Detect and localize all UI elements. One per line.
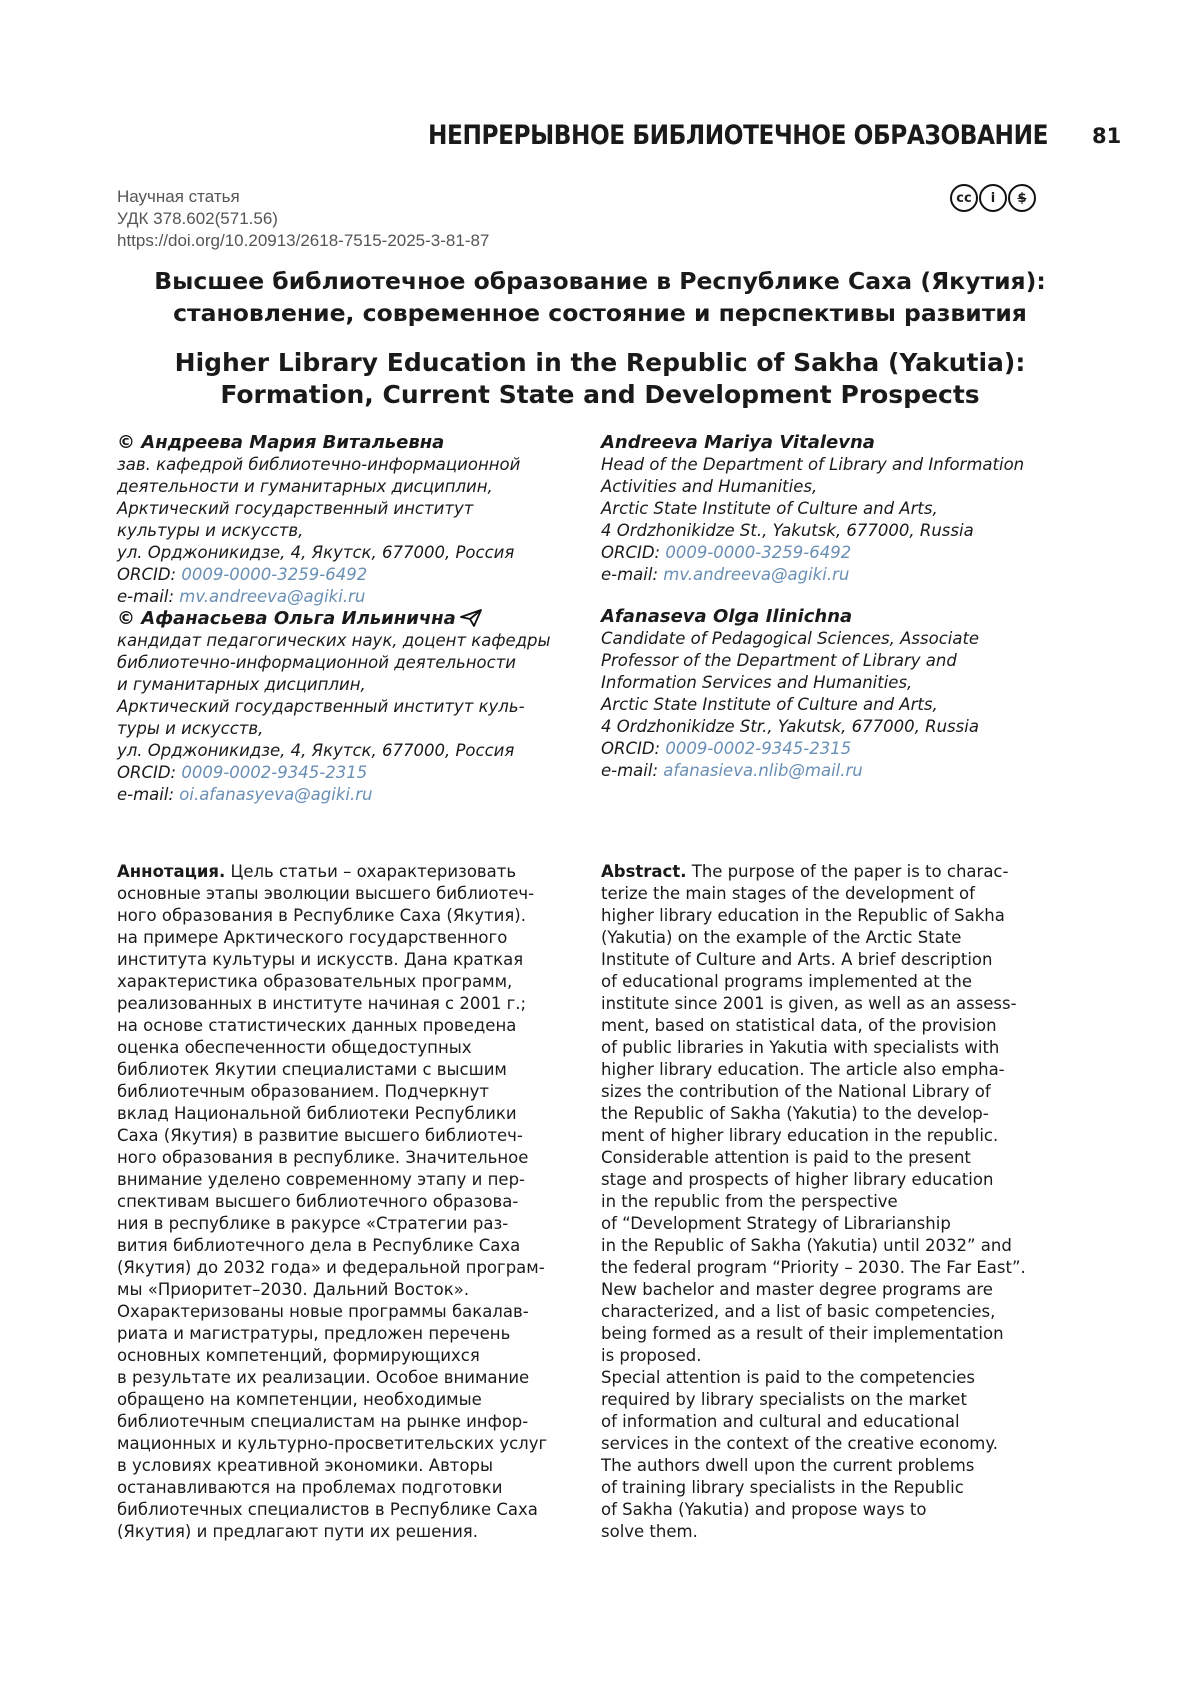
- affiliation-line: Professor of the Department of Library and: [601, 650, 1101, 672]
- affiliation-line: кандидат педагогических наук, доцент кафедры: [117, 630, 577, 652]
- abstract-line: реализованных в институте начиная с 2001 г.;: [117, 993, 587, 1015]
- abstract-line: stage and prospects of higher library education: [601, 1169, 1101, 1191]
- abstract-line: ment, based on statistical data, of the provision: [601, 1015, 1101, 1037]
- affiliation-line: туры и искусств,: [117, 718, 577, 740]
- abstract-line: of educational programs implemented at the: [601, 971, 1101, 993]
- affiliation-line: Activities and Humanities,: [601, 476, 1101, 498]
- affiliation-line: ул. Орджоникидзе, 4, Якутск, 677000, Россия: [117, 542, 577, 564]
- affiliation-line: Head of the Department of Library and Information: [601, 454, 1101, 476]
- author-ru-1: [117, 432, 577, 608]
- abstract-line: в результате их реализации. Особое внимание: [117, 1367, 587, 1389]
- running-title: НЕПРЕРЫВНОЕ БИБЛИОТЕЧНОЕ ОБРАЗОВАНИЕ: [147, 120, 1048, 151]
- spacer: [601, 586, 1101, 606]
- affiliation-line: зав. кафедрой библиотечно-информационной: [117, 454, 577, 476]
- abstract-line: New bachelor and master degree programs are: [601, 1279, 1101, 1301]
- abstract-line: библиотек Якутии специалистами с высшим: [117, 1059, 587, 1081]
- orcid-label: ORCID:: [601, 543, 665, 562]
- abstract-label: Abstract.: [601, 862, 687, 881]
- abstract-line: (Yakutia) on the example of the Arctic State: [601, 927, 1101, 949]
- affiliation-line: ул. Орджоникидзе, 4, Якутск, 677000, Россия: [117, 740, 577, 762]
- title-ru-line: становление, современное состояние и перспективы развития: [0, 297, 1200, 329]
- abstract-line: обращено на компетенции, необходимые: [117, 1389, 587, 1411]
- abstract-line: библиотечным специалистам на рынке инфор-: [117, 1411, 587, 1433]
- author-name: Andreeva Mariya Vitalevna: [601, 432, 1101, 454]
- author-name: © Афанасьева Ольга Ильинична: [117, 608, 456, 629]
- abstract-line: библиотечным образованием. Подчеркнут: [117, 1081, 587, 1103]
- abstract-line: of information and cultural and educational: [601, 1411, 1101, 1433]
- abstract-line: solve them.: [601, 1521, 1101, 1543]
- email-link[interactable]: mv.andreeva@agiki.ru: [663, 565, 849, 584]
- nc-icon: $: [1008, 184, 1036, 212]
- affiliation-line: библиотечно-информационной деятельности: [117, 652, 577, 674]
- abstract-line: the Republic of Sakha (Yakutia) to the develop-: [601, 1103, 1101, 1125]
- abstract-label: Аннотация.: [117, 862, 225, 881]
- author-en-1: [601, 432, 1101, 586]
- abstract-line: is proposed.: [601, 1345, 1101, 1367]
- orcid-link[interactable]: 0009-0002-9345-2315: [665, 739, 851, 758]
- email-link[interactable]: afanasieva.nlib@mail.ru: [663, 761, 863, 780]
- abstract-line: required by library specialists on the market: [601, 1389, 1101, 1411]
- authors-ru: [117, 432, 577, 806]
- abstract-line: Special attention is paid to the competencies: [601, 1367, 1101, 1389]
- abstract-line: ment of higher library education in the republic.: [601, 1125, 1101, 1147]
- abstract-line: на основе статистических данных проведена: [117, 1015, 587, 1037]
- email-label: e-mail:: [117, 785, 179, 804]
- author-en-2: [601, 606, 1101, 782]
- paper-plane-icon: [460, 609, 482, 627]
- title-en-line: Formation, Current State and Development Prospects: [0, 379, 1200, 411]
- orcid-link[interactable]: 0009-0000-3259-6492: [181, 565, 367, 584]
- abstract-line: останавливаются на проблемах подготовки: [117, 1477, 587, 1499]
- cc-license-badge[interactable]: [950, 184, 1036, 212]
- title-ru: [0, 265, 1200, 329]
- abstract-line: characterized, and a list of basic competencies,: [601, 1301, 1101, 1323]
- abstract-line: в условиях креативной экономики. Авторы: [117, 1455, 587, 1477]
- abstract-line: Institute of Culture and Arts. A brief description: [601, 949, 1101, 971]
- abstract-line: of Sakha (Yakutia) and propose ways to: [601, 1499, 1101, 1521]
- author-name-row: [117, 608, 577, 630]
- orcid-label: ORCID:: [601, 739, 665, 758]
- orcid-link[interactable]: 0009-0002-9345-2315: [181, 763, 367, 782]
- abstract-line: Аннотация. Цель статьи – охарактеризовать: [117, 861, 587, 883]
- title-ru-line: Высшее библиотечное образование в Республике Саха (Якутия):: [0, 265, 1200, 297]
- abstract-line: (Якутия) до 2032 года» и федеральной програм-: [117, 1257, 587, 1279]
- author-name: © Андреева Мария Витальевна: [117, 432, 577, 454]
- abstract-line: of public libraries in Yakutia with specialists with: [601, 1037, 1101, 1059]
- email-link[interactable]: mv.andreeva@agiki.ru: [179, 587, 365, 606]
- abstract-line: higher library education in the Republic of Sakha: [601, 905, 1101, 927]
- email-row: [601, 564, 1101, 586]
- abstract-line: The authors dwell upon the current problems: [601, 1455, 1101, 1477]
- orcid-link[interactable]: 0009-0000-3259-6492: [665, 543, 851, 562]
- author-ru-2: [117, 608, 577, 806]
- abstract-line: характеристика образовательных программ,: [117, 971, 587, 993]
- orcid-row: [117, 564, 577, 586]
- title-en: [0, 347, 1200, 411]
- affiliation-line: культуры и искусств,: [117, 520, 577, 542]
- abstract-line: библиотечных специалистов в Республике Саха: [117, 1499, 587, 1521]
- affiliation-line: Arctic State Institute of Culture and Arts,: [601, 498, 1101, 520]
- cc-icon: cc: [950, 184, 978, 212]
- abstract-line: the federal program “Priority – 2030. The Far East”.: [601, 1257, 1101, 1279]
- affiliation-line: Арктический государственный институт куль-: [117, 696, 577, 718]
- abstract-line: спективам высшего библиотечного образова-: [117, 1191, 587, 1213]
- abstract-line: in the republic from the perspective: [601, 1191, 1101, 1213]
- abstract-line: основные этапы эволюции высшего библиотеч-: [117, 883, 587, 905]
- email-row: [117, 784, 577, 806]
- affiliation-line: Candidate of Pedagogical Sciences, Associate: [601, 628, 1101, 650]
- abstract-line: ного образования в Республике Саха (Якутия).: [117, 905, 587, 927]
- affiliation-line: деятельности и гуманитарных дисциплин,: [117, 476, 577, 498]
- orcid-row: [601, 542, 1101, 564]
- email-row: [601, 760, 1101, 782]
- abstract-line: higher library education. The article also empha-: [601, 1059, 1101, 1081]
- orcid-label: ORCID:: [117, 565, 181, 584]
- abstract-line: of “Development Strategy of Librarianship: [601, 1213, 1101, 1235]
- affiliation-line: 4 Ordzhonikidze Str., Yakutsk, 677000, Russia: [601, 716, 1101, 738]
- abstract-line: вклад Национальной библиотеки Республики: [117, 1103, 587, 1125]
- abstract-line: (Якутия) и предлагают пути их решения.: [117, 1521, 587, 1543]
- abstract-line: Considerable attention is paid to the present: [601, 1147, 1101, 1169]
- abstract-line: Саха (Якутия) в развитие высшего библиотеч-: [117, 1125, 587, 1147]
- page-number: 81: [1092, 124, 1121, 148]
- author-name: Afanaseva Olga Ilinichna: [601, 606, 1101, 628]
- abstract-line: Охарактеризованы новые программы бакалав-: [117, 1301, 587, 1323]
- abstract-line: in the Republic of Sakha (Yakutia) until 2032” and: [601, 1235, 1101, 1257]
- abstract-line: основных компетенций, формирующихся: [117, 1345, 587, 1367]
- udc-code: УДК 378.602(571.56): [117, 208, 489, 230]
- abstract-en: [601, 861, 1101, 1543]
- email-link[interactable]: oi.afanasyeva@agiki.ru: [179, 785, 372, 804]
- affiliation-line: Information Services and Humanities,: [601, 672, 1101, 694]
- abstract-line: на примере Арктического государственного: [117, 927, 587, 949]
- abstract-line: terize the main stages of the development of: [601, 883, 1101, 905]
- affiliation-line: Арктический государственный институт: [117, 498, 577, 520]
- by-icon: i: [979, 184, 1007, 212]
- abstract-line: вития библиотечного дела в Республике Саха: [117, 1235, 587, 1257]
- abstract-line: of training library specialists in the Republic: [601, 1477, 1101, 1499]
- abstract-line: Abstract. The purpose of the paper is to charac-: [601, 861, 1101, 883]
- abstract-line: ния в республике в ракурсе «Стратегии раз-: [117, 1213, 587, 1235]
- affiliation-line: и гуманитарных дисциплин,: [117, 674, 577, 696]
- abstract-line: institute since 2001 is given, as well as an assess-: [601, 993, 1101, 1015]
- abstract-line: мы «Приоритет–2030. Дальний Восток».: [117, 1279, 587, 1301]
- abstract-line: оценка обеспеченности общедоступных: [117, 1037, 587, 1059]
- affiliation-line: 4 Ordzhonikidze St., Yakutsk, 677000, Russia: [601, 520, 1101, 542]
- abstract-line: sizes the contribution of the National Library of: [601, 1081, 1101, 1103]
- article-type: Научная статья: [117, 186, 489, 208]
- authors-en: [601, 432, 1101, 782]
- title-en-line: Higher Library Education in the Republic of Sakha (Yakutia):: [0, 347, 1200, 379]
- email-label: e-mail:: [601, 761, 663, 780]
- abstract-line: института культуры и искусств. Дана краткая: [117, 949, 587, 971]
- abstract-line: services in the context of the creative economy.: [601, 1433, 1101, 1455]
- abstract-line: риата и магистратуры, предложен перечень: [117, 1323, 587, 1345]
- orcid-row: [117, 762, 577, 784]
- article-meta: [117, 186, 489, 252]
- email-label: e-mail:: [601, 565, 663, 584]
- orcid-label: ORCID:: [117, 763, 181, 782]
- doi-link[interactable]: https://doi.org/10.20913/2618-7515-2025-3-81-87: [117, 230, 489, 252]
- affiliation-line: Arctic State Institute of Culture and Arts,: [601, 694, 1101, 716]
- abstract-line: мационных и культурно-просветительских услуг: [117, 1433, 587, 1455]
- abstract-ru: [117, 861, 587, 1543]
- email-label: e-mail:: [117, 587, 179, 606]
- abstract-line: ного образования в республике. Значительное: [117, 1147, 587, 1169]
- orcid-row: [601, 738, 1101, 760]
- email-row: [117, 586, 577, 608]
- abstract-line: внимание уделено современному этапу и пер-: [117, 1169, 587, 1191]
- abstract-line: being formed as a result of their implementation: [601, 1323, 1101, 1345]
